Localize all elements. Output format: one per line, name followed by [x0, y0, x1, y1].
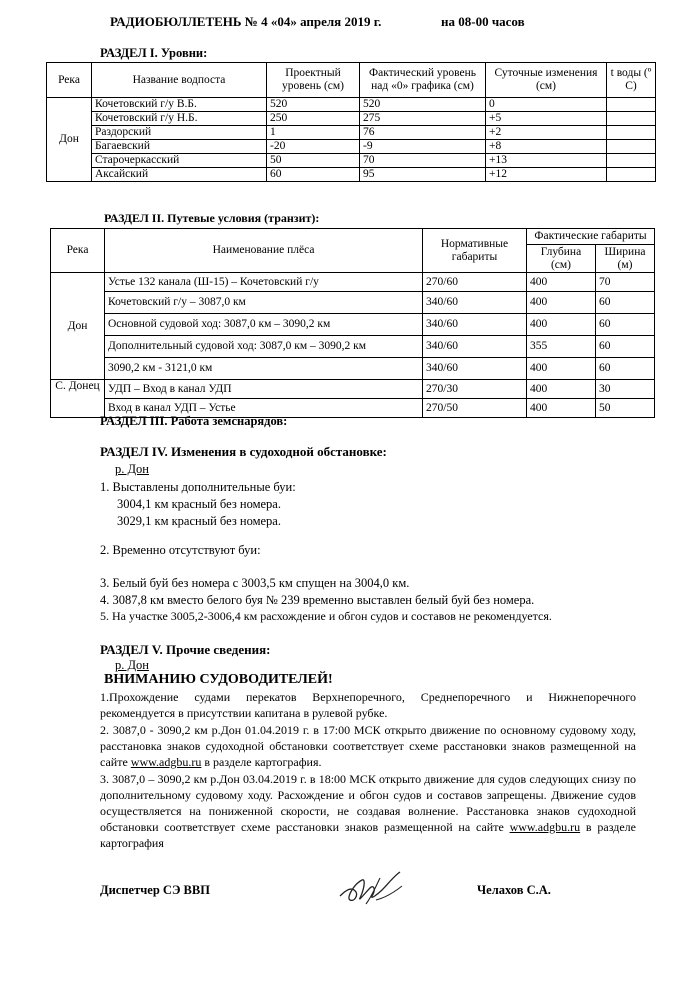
cell: 400 [527, 292, 596, 314]
col-normative: Нормативные габариты [423, 229, 527, 273]
signature-image [336, 866, 412, 912]
cell: Старочеркасский [92, 154, 267, 168]
table-row [51, 314, 655, 336]
section5-p3-text: 3. 3087,0 – 3090,2 км р.Дон 03.04.2019 г. в 18:00 МСК открыто движение для судов следующих снизу по дополнительному судовому ходу. Расхождение и обгон судов и составов запрещены. Движение судов осуществляется на пониженной скорости, не создавая волнение. Расстановка знаков судоходной обстановки соответствует схеме расстановки знаков размещенной на сайте [100, 772, 636, 834]
table-row [47, 112, 656, 126]
cell: 270/50 [423, 399, 527, 418]
section4-item5 [100, 608, 638, 624]
cell: 400 [527, 399, 596, 418]
cell: 60 [267, 168, 360, 182]
cell: Основной судовой ход: 3087,0 км – 3090,2 км [105, 314, 423, 336]
cell: Раздорский [92, 126, 267, 140]
section5-p2-tail: в разделе картография. [201, 755, 322, 769]
table-row [51, 380, 655, 399]
cell: УДП – Вход в канал УДП [105, 380, 423, 399]
cell: +2 [486, 126, 607, 140]
col-actual-level: Фактический уровень над «0» графика (см) [360, 63, 486, 98]
cell: 60 [596, 314, 655, 336]
col-width: Ширина (м) [596, 245, 655, 273]
bulletin-time: на 08-00 часов [441, 14, 525, 29]
cell: 400 [527, 380, 596, 399]
website-link[interactable]: www.adgbu.ru [509, 820, 581, 834]
cell: 400 [527, 358, 596, 380]
cell: 60 [596, 336, 655, 358]
table-row [51, 336, 655, 358]
cell: -9 [360, 140, 486, 154]
cell: 3090,2 км - 3121,0 км [105, 358, 423, 380]
cell: 340/60 [423, 336, 527, 358]
cell: 50 [267, 154, 360, 168]
table-row [47, 126, 656, 140]
section4-item1b: 3029,1 км красный без номера. [117, 514, 281, 528]
col-actual-dimensions: Фактические габариты [527, 229, 655, 245]
section4-item1: 1. Выставлены дополнительные буи: [100, 480, 296, 494]
table-row [47, 140, 656, 154]
cell: 70 [360, 154, 486, 168]
cell [607, 168, 656, 182]
section4-item3: 3. Белый буй без номера с 3003,5 км спущен на 3004,0 км. [100, 576, 410, 590]
cell [607, 140, 656, 154]
cell: +12 [486, 168, 607, 182]
section4-item5-text: 5. На участке 3005,2-3006,4 км расхождение и обгон судов и составов не рекомендуется. [100, 609, 552, 623]
cell: +8 [486, 140, 607, 154]
section5-p3 [100, 771, 636, 851]
cell: 76 [360, 126, 486, 140]
section5-title: РАЗДЕЛ V. Прочие сведения: [100, 642, 271, 657]
cell: 30 [596, 380, 655, 399]
cell: 95 [360, 168, 486, 182]
col-river: Река [47, 63, 92, 98]
cell: 275 [360, 112, 486, 126]
cell: 50 [596, 399, 655, 418]
attention-heading: ВНИМАНИЮ СУДОВОДИТЕЛЕЙ! [104, 672, 333, 687]
cell: 355 [527, 336, 596, 358]
cell: 340/60 [423, 358, 527, 380]
river-cell: Дон [51, 273, 105, 380]
cell: 520 [267, 98, 360, 112]
website-link[interactable]: www.adgbu.ru [130, 755, 202, 769]
cell: Аксайский [92, 168, 267, 182]
cell: 60 [596, 292, 655, 314]
col-reach-name: Наименование плёса [105, 229, 423, 273]
cell: 270/60 [423, 273, 527, 292]
cell: Кочетовский г/у – 3087,0 км [105, 292, 423, 314]
col-depth: Глубина (см) [527, 245, 596, 273]
levels-header-row [47, 63, 656, 98]
col-post-name: Название водпоста [92, 63, 267, 98]
levels-table [46, 62, 656, 182]
cell: 1 [267, 126, 360, 140]
cell: 520 [360, 98, 486, 112]
section5-p3-tail: в разделе картография [100, 820, 636, 850]
col-water-temp: t воды (º С) [607, 63, 656, 98]
section5-p2-text: 2. 3087,0 - 3090,2 км р.Дон 01.04.2019 г. в 17:00 МСК открыто движение по основному судовому ходу, расстановка знаков судоходной обстановки соответствует схеме расстановки знаков размещенной на сайте [100, 723, 636, 769]
section4-river: р. Дон [115, 462, 149, 476]
table-row [51, 358, 655, 380]
cell: 70 [596, 273, 655, 292]
col-daily-change: Суточные изменения (см) [486, 63, 607, 98]
section4-item2: 2. Временно отсутствуют буи: [100, 543, 261, 557]
cell: -20 [267, 140, 360, 154]
cell: 270/30 [423, 380, 527, 399]
table-row [51, 273, 655, 292]
cell: Вход в канал УДП – Устье [105, 399, 423, 418]
cell: 340/60 [423, 314, 527, 336]
section1-title: РАЗДЕЛ I. Уровни: [100, 46, 208, 60]
section4-title: РАЗДЕЛ IV. Изменения в судоходной обстановке: [100, 444, 387, 459]
river-cell: Дон [47, 98, 92, 182]
dispatcher-name: Челахов С.А. [477, 883, 551, 897]
cell [607, 112, 656, 126]
table-row [51, 292, 655, 314]
cell: 60 [596, 358, 655, 380]
section2-title: РАЗДЕЛ II. Путевые условия (транзит): [104, 211, 320, 225]
cell: Дополнительный судовой ход: 3087,0 км – 3090,2 км [105, 336, 423, 358]
section5-p1-text: 1.Прохождение судами перекатов Верхнепоречного, Среднепоречного и Нижнепоречного рекомендуется в присутствии капитана в рулевой рубке. [100, 690, 636, 720]
dispatcher-role: Диспетчер СЭ ВВП [100, 883, 210, 897]
cell [607, 154, 656, 168]
cell: 340/60 [423, 292, 527, 314]
cell: Кочетовский г/у В.Б. [92, 98, 267, 112]
col-river: Река [51, 229, 105, 273]
bulletin-title: РАДИОБЮЛЛЕТЕНЬ № 4 «04» апреля 2019 г. [110, 14, 382, 29]
table-row [47, 98, 656, 112]
section4-item4: 4. 3087,8 км вместо белого буя № 239 временно выставлен белый буй без номера. [100, 593, 535, 607]
section4-item1a: 3004,1 км красный без номера. [117, 497, 281, 511]
cell [607, 98, 656, 112]
cell: +5 [486, 112, 607, 126]
table-row [47, 168, 656, 182]
cell: 250 [267, 112, 360, 126]
transit-table [50, 228, 655, 418]
river-cell: С. Донец [51, 380, 105, 418]
col-design-level: Проектный уровень (см) [267, 63, 360, 98]
cell: Багаевский [92, 140, 267, 154]
cell [607, 126, 656, 140]
cell: Кочетовский г/у Н.Б. [92, 112, 267, 126]
cell: 400 [527, 314, 596, 336]
table-row [47, 154, 656, 168]
cell: 400 [527, 273, 596, 292]
section5-p2 [100, 722, 636, 770]
section3-title: РАЗДЕЛ III. Работа земснарядов: [100, 414, 288, 428]
cell: 0 [486, 98, 607, 112]
section5-p1 [100, 689, 636, 721]
section5-river: р. Дон [115, 658, 149, 672]
cell: +13 [486, 154, 607, 168]
cell: Устье 132 канала (Ш-15) – Кочетовский г/у [105, 273, 423, 292]
